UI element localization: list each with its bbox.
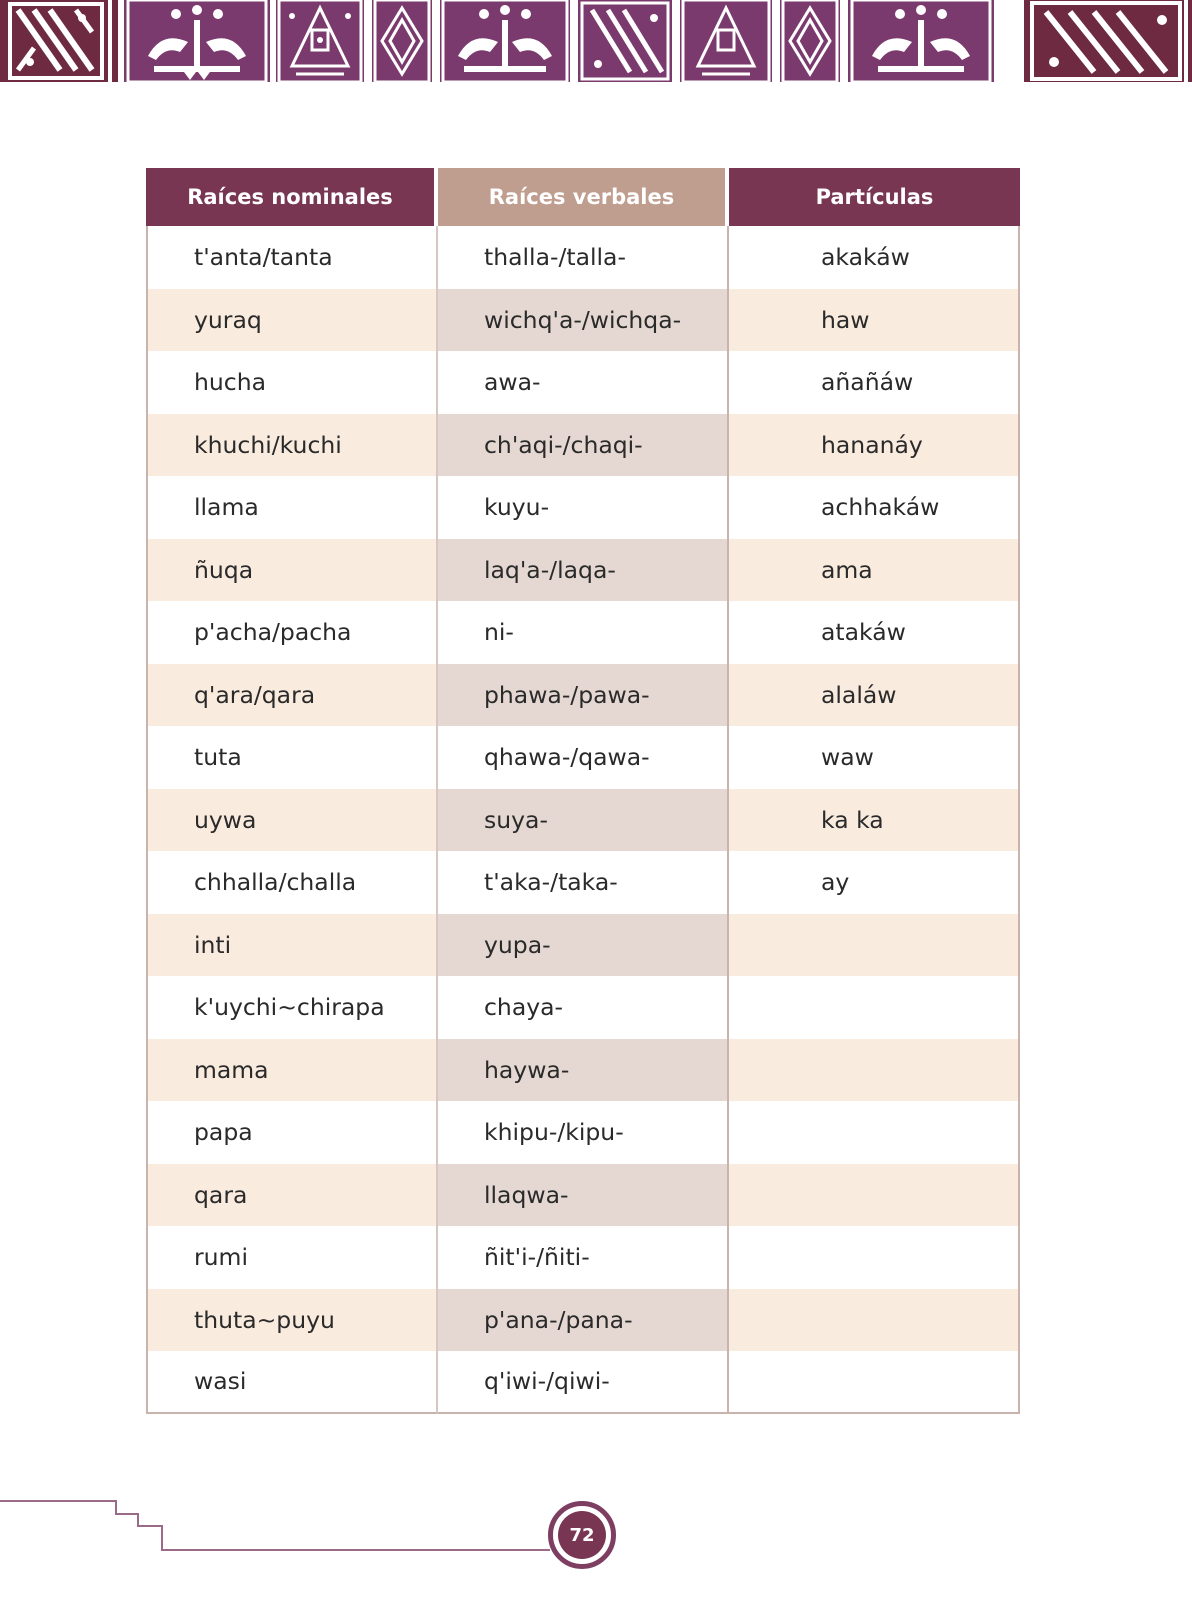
cell-particula: ka ka <box>729 789 1020 852</box>
geometric-tile-icon <box>0 0 118 82</box>
cell-particula: atakáw <box>729 601 1020 664</box>
cell-raiz-verbal: awa- <box>438 351 729 414</box>
table-row <box>146 601 1020 664</box>
cell-particula: waw <box>729 726 1020 789</box>
cell-raiz-nominal: mama <box>146 1039 438 1102</box>
cell-particula: akakáw <box>729 226 1020 289</box>
cell-raiz-nominal: p'acha/pacha <box>146 601 438 664</box>
cell-raiz-verbal: suya- <box>438 789 729 852</box>
table-row <box>146 1039 1020 1102</box>
cell-raiz-verbal: ch'aqi-/chaqi- <box>438 414 729 477</box>
cell-particula <box>729 1039 1020 1102</box>
table-row <box>146 226 1020 289</box>
table-row <box>146 1226 1020 1289</box>
vocabulary-table <box>146 168 1020 1414</box>
cell-raiz-verbal: thalla-/talla- <box>438 226 729 289</box>
cell-raiz-nominal: llama <box>146 476 438 539</box>
cell-raiz-verbal: wichq'a-/wichqa- <box>438 289 729 352</box>
decorative-banner <box>0 0 1192 82</box>
cell-particula: alaláw <box>729 664 1020 727</box>
cell-particula <box>729 976 1020 1039</box>
page-number: 72 <box>558 1511 606 1559</box>
page-number-badge <box>548 1501 616 1569</box>
table-row <box>146 914 1020 977</box>
table-row <box>146 664 1020 727</box>
cell-particula <box>729 1226 1020 1289</box>
cell-raiz-nominal: thuta~puyu <box>146 1289 438 1352</box>
column-header-raices-verbales: Raíces verbales <box>438 168 729 226</box>
table-row <box>146 789 1020 852</box>
cell-raiz-nominal: inti <box>146 914 438 977</box>
house-icon <box>680 0 772 82</box>
table-row <box>146 1101 1020 1164</box>
cell-raiz-nominal: rumi <box>146 1226 438 1289</box>
diamond-icon <box>780 0 840 82</box>
cell-particula: ay <box>729 851 1020 914</box>
cell-raiz-nominal: q'ara/qara <box>146 664 438 727</box>
cell-particula <box>729 1351 1020 1414</box>
cell-raiz-nominal: ñuqa <box>146 539 438 602</box>
cell-raiz-verbal: kuyu- <box>438 476 729 539</box>
table-row <box>146 476 1020 539</box>
cell-raiz-nominal: khuchi/kuchi <box>146 414 438 477</box>
table-row <box>146 1351 1020 1414</box>
cell-particula <box>729 1101 1020 1164</box>
table-row <box>146 851 1020 914</box>
cell-raiz-verbal: yupa- <box>438 914 729 977</box>
cell-raiz-verbal: chaya- <box>438 976 729 1039</box>
cell-raiz-nominal: papa <box>146 1101 438 1164</box>
cell-raiz-nominal: k'uychi~chirapa <box>146 976 438 1039</box>
table-row <box>146 976 1020 1039</box>
bird-pair-icon <box>124 0 270 82</box>
cell-raiz-nominal: uywa <box>146 789 438 852</box>
cell-particula <box>729 914 1020 977</box>
cell-raiz-verbal: ñit'i-/ñiti- <box>438 1226 729 1289</box>
cell-particula: achhakáw <box>729 476 1020 539</box>
column-header-raices-nominales: Raíces nominales <box>146 168 438 226</box>
table-row <box>146 289 1020 352</box>
cell-raiz-nominal: chhalla/challa <box>146 851 438 914</box>
table-row <box>146 1164 1020 1227</box>
table-header-row <box>146 168 1020 226</box>
bird-pair-icon <box>848 0 994 82</box>
table-body <box>146 226 1020 1414</box>
cell-raiz-nominal: tuta <box>146 726 438 789</box>
cell-raiz-verbal: laq'a-/laqa- <box>438 539 729 602</box>
cell-raiz-verbal: t'aka-/taka- <box>438 851 729 914</box>
cell-raiz-nominal: qara <box>146 1164 438 1227</box>
geometric-tile-icon <box>1024 0 1192 82</box>
cell-particula <box>729 1289 1020 1352</box>
table-row <box>146 1289 1020 1352</box>
house-icon <box>276 0 364 82</box>
cell-raiz-nominal: t'anta/tanta <box>146 226 438 289</box>
cell-raiz-verbal: p'ana-/pana- <box>438 1289 729 1352</box>
table-row <box>146 351 1020 414</box>
cell-particula: hananáy <box>729 414 1020 477</box>
bird-pair-icon <box>440 0 570 82</box>
cell-raiz-verbal: haywa- <box>438 1039 729 1102</box>
cell-raiz-verbal: llaqwa- <box>438 1164 729 1227</box>
table-row <box>146 539 1020 602</box>
cell-raiz-verbal: phawa-/pawa- <box>438 664 729 727</box>
cell-particula: haw <box>729 289 1020 352</box>
geometric-tile-icon <box>578 0 672 82</box>
cell-raiz-verbal: khipu-/kipu- <box>438 1101 729 1164</box>
cell-raiz-verbal: qhawa-/qawa- <box>438 726 729 789</box>
column-header-particulas: Partículas <box>729 168 1020 226</box>
cell-particula <box>729 1164 1020 1227</box>
table-row <box>146 726 1020 789</box>
cell-raiz-verbal: ni- <box>438 601 729 664</box>
cell-particula: añañáw <box>729 351 1020 414</box>
cell-raiz-nominal: hucha <box>146 351 438 414</box>
table-row <box>146 414 1020 477</box>
diamond-icon <box>372 0 432 82</box>
cell-raiz-nominal: wasi <box>146 1351 438 1414</box>
cell-raiz-verbal: q'iwi-/qiwi- <box>438 1351 729 1414</box>
cell-particula: ama <box>729 539 1020 602</box>
cell-raiz-nominal: yuraq <box>146 289 438 352</box>
